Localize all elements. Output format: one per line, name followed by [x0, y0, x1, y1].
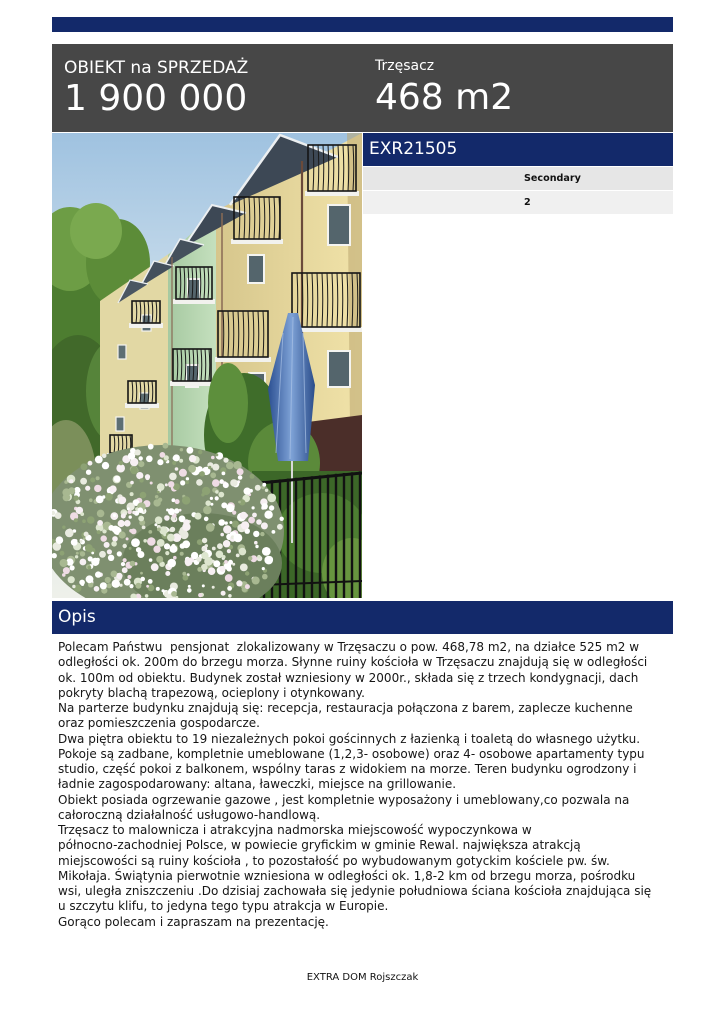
- footer-agency: EXTRA DOM Rojszczak: [306, 972, 419, 983]
- description-body: [58, 640, 673, 930]
- listing-reference-bar: [363, 133, 673, 166]
- description-line: Trzęsacz to malownicza i atrakcyjna nadmorska miejscowość wypoczynkowa w: [58, 823, 532, 837]
- description-line: u szczytu klifu, to jedyna tego typu atrakcja w Europie.: [58, 899, 389, 914]
- description-line: Pokoje są zadbane, kompletnie umeblowane (1,2,3- osobowe) oraz 4- osobowe apartamenty typu: [58, 746, 645, 761]
- description-line: studio, część pokoi z balkonem, wspólny taras z widokiem na morze. Teren budynku ogrodzony i: [58, 762, 637, 776]
- detail-row: [363, 167, 673, 190]
- listing-type: OBIEKT na SPRZEDAŻ: [64, 58, 249, 78]
- description-line: Mikołaja. Świątynia pierwotnie wzniesiona w odległości ok. 1,8-2 km od brzegu morza, pośrodku: [58, 868, 636, 883]
- listing-reference: EXR21505: [369, 139, 458, 159]
- description-line: ładnie zagospodarowany: altana, ławeczki, miejsce na grillowanie.: [58, 777, 457, 792]
- description-line: Dwa piętra obiektu to 19 niezależnych pokoi gościnnych z łazienką i toaletą do własnego użytku.: [58, 731, 641, 746]
- description-line: północno-zachodniej Polsce, w powiecie gryfickim w gminie Rewal. największa atrakcją: [58, 838, 581, 853]
- top-accent-bar: [52, 17, 673, 32]
- description-header-bar: [52, 601, 673, 634]
- description-line: oraz pomieszczenia gospodarcze.: [58, 716, 260, 731]
- listing-area: 468 m2: [375, 77, 514, 118]
- property-photo: [52, 133, 362, 598]
- description-line: wsi, uległa zniszczeniu .Do dzisiaj zachowała się jedynie południowa ściana kościoła znajdująca się: [58, 884, 652, 898]
- description-line: odległości ok. 200m do brzegu morza. Słynne ruiny kościoła w Trzęsaczu znajdują się w odległości: [58, 655, 648, 670]
- description-line: Na parterze budynku znajdują się: recepcja, restauracja połączona z barem, zaplecze kuchenne: [58, 701, 633, 715]
- description-line: Obiekt posiada ogrzewanie gazowe , jest kompletnie wyposażony i umeblowany,co pozwala na: [58, 792, 630, 807]
- detail-value-market: Secondary: [524, 173, 581, 184]
- description-line: Gorąco polecam i zapraszam na prezentację.: [58, 914, 329, 929]
- listing-header: [52, 44, 673, 132]
- detail-value-number: 2: [524, 197, 531, 208]
- listing-price: 1 900 000: [64, 78, 248, 119]
- description-line: pokryty blachą trapezową, ocieplony i otynkowany.: [58, 685, 365, 700]
- description-line: ok. 100m od obiektu. Budynek został wzniesiony w 2000r., składa się z trzech kondygnacji, dach: [58, 670, 639, 685]
- detail-row: [363, 191, 673, 214]
- description-line: Polecam Państwu pensjonat zlokalizowany w Trzęsaczu o pow. 468,78 m2, na działce 525 m2 w: [58, 640, 640, 654]
- listing-location: Trzęsacz: [375, 58, 435, 74]
- description-line: miejscowości są ruiny kościoła , to pozostałość po wybudowanym gotyckim kościele pw. św.: [58, 853, 610, 868]
- description-heading: Opis: [58, 607, 96, 627]
- description-line: całoroczną działalność usługowo-handlową.: [58, 807, 321, 822]
